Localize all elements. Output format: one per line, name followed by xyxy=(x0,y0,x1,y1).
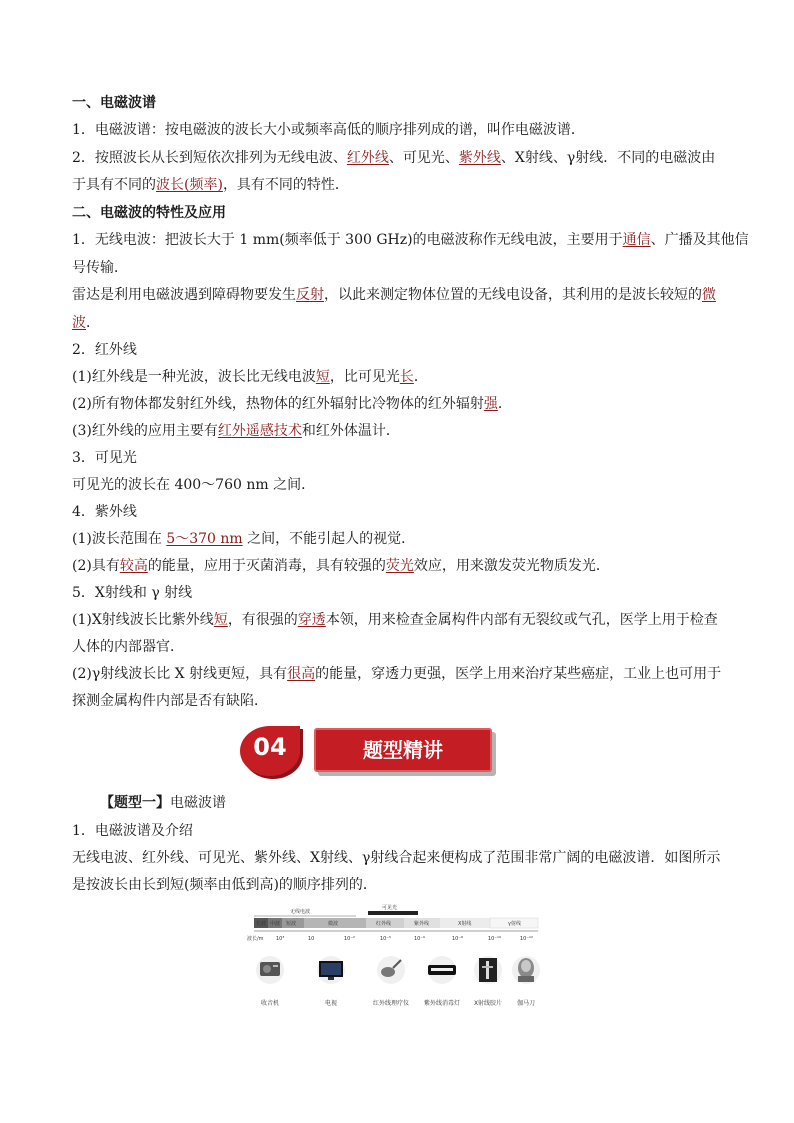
answer-blank: 短 xyxy=(213,612,228,628)
banner-number: 04 xyxy=(253,733,287,761)
text: (1)红外线是一种光波，波长比无线电波 xyxy=(72,369,316,385)
paragraph: 人体的内部器官． xyxy=(72,639,184,655)
caption-xray: X射线胶片 xyxy=(473,1000,503,1007)
text: (1)波长范围在 xyxy=(72,531,167,547)
text: (2)所有物体都发射红外线，热物体的红外辐射比冷物体的红外辐射 xyxy=(72,396,484,412)
text: 之间，不能引起人的视觉． xyxy=(242,531,416,547)
subheading-xray-gamma: 5．X射线和 γ 射线 xyxy=(72,585,193,601)
tick-label: 10⁻² xyxy=(344,936,356,942)
text: (1)X射线波长比紫外线 xyxy=(72,612,214,628)
text: 、可见光、 xyxy=(388,150,459,166)
banner-title: 题型精讲 xyxy=(314,728,492,772)
text: ． xyxy=(86,315,100,331)
text: ，比可见光 xyxy=(329,369,400,385)
paragraph xyxy=(72,391,724,417)
answer-blank: 荧光 xyxy=(385,558,414,574)
text: 、X射线、γ射线．不同的电磁波由 xyxy=(500,150,716,166)
paragraph: 号传输． xyxy=(72,260,128,276)
text: (3)红外线的应用主要有 xyxy=(72,423,218,439)
paragraph: 可见光的波长在 400～760 nm 之间． xyxy=(72,477,316,493)
xray-film-icon xyxy=(474,956,502,984)
label-visible: 可见光 xyxy=(382,905,398,911)
tick-label: 10⁻⁶ xyxy=(414,936,426,942)
paragraph: 是按波长由长到短(频率由低到高)的顺序排列的． xyxy=(72,877,377,893)
band-label: 中波 xyxy=(270,921,281,927)
paragraph: 探测金属构件内部是否有缺陷． xyxy=(72,693,268,709)
visible-marker xyxy=(368,911,418,915)
label-radio: 无线电波 xyxy=(290,909,311,915)
paragraph xyxy=(72,526,724,552)
answer-blank: 红外线 xyxy=(346,150,389,166)
subheading-spectrum-intro: 1．电磁波谱及介绍 xyxy=(72,823,193,839)
section-heading-spectrum: 一、电磁波谱 xyxy=(72,95,156,111)
answer-blank: 通信 xyxy=(622,232,651,248)
subheading-ultraviolet: 4．紫外线 xyxy=(72,504,137,520)
paragraph xyxy=(72,145,724,171)
band-label: X射线 xyxy=(458,921,472,927)
text: 于具有不同的 xyxy=(72,177,156,193)
answer-blank: 微 xyxy=(702,287,716,303)
paragraph xyxy=(72,553,724,579)
topic-title: 电磁波谱 xyxy=(170,795,226,811)
text: 和红外体温计． xyxy=(301,423,400,439)
axis-label: 波长/m xyxy=(247,936,264,942)
tick-label: 10⁻⁸ xyxy=(452,936,464,942)
text: ，以此来测定物体位置的无线电设备，其利用的是波长较短的 xyxy=(324,287,702,303)
band-label: 微波 xyxy=(328,921,339,927)
text: ，有很强的 xyxy=(227,612,298,628)
tick-label: 10⁻⁵ xyxy=(380,936,392,942)
caption-tv: 电视 xyxy=(324,1000,337,1007)
answer-blank: 反射 xyxy=(296,287,324,303)
paragraph: 1．电磁波谱：按电磁波的波长大小或频率高低的顺序排列成的谱，叫作电磁波谱． xyxy=(72,122,585,138)
subheading-infrared: 2．红外线 xyxy=(72,342,137,358)
caption-uv: 紫外线消毒灯 xyxy=(423,1000,460,1007)
text: (2)具有 xyxy=(72,558,120,574)
answer-blank: 波长(频率) xyxy=(156,177,223,193)
tick-label: 10⁻¹⁰ xyxy=(488,936,502,942)
answer-blank: 紫外线 xyxy=(458,150,501,166)
answer-blank: 较高 xyxy=(119,558,148,574)
answer-blank: 穿透 xyxy=(297,612,326,628)
band-label: γ射线 xyxy=(508,921,521,927)
text: 2．按照波长从长到短依次排列为无线电波、 xyxy=(72,150,347,166)
paragraph xyxy=(72,310,724,336)
spectrum-figure xyxy=(246,902,546,1012)
text: ，具有不同的特性． xyxy=(222,177,349,193)
paragraph xyxy=(72,661,724,687)
band-label: 红外线 xyxy=(376,921,392,927)
band-label: 短波 xyxy=(286,921,297,927)
section-heading-properties: 二、电磁波的特性及应用 xyxy=(72,205,226,221)
band-label: 长波 xyxy=(256,921,267,927)
text: 的能量，穿透力更强，医学上用来治疗某些癌症，工业上也可用于 xyxy=(315,666,722,682)
answer-blank: 短 xyxy=(315,369,330,385)
caption-infrared: 红外线理疗仪 xyxy=(372,1000,409,1007)
answer-blank: 红外遥感技术 xyxy=(217,423,302,439)
text: 本领，用来检查金属构件内部有无裂纹或气孔，医学上用于检查 xyxy=(325,612,718,628)
topic-bracket: 【题型一】 xyxy=(100,795,170,811)
tick-label: 10³ xyxy=(276,936,285,942)
tick-label: 10⁻¹² xyxy=(520,936,534,942)
answer-blank: 很高 xyxy=(287,666,316,682)
paragraph xyxy=(72,282,724,308)
text: 效应，用来激发荧光物质发光． xyxy=(413,558,610,574)
tick-label: 10 xyxy=(308,936,315,942)
paragraph xyxy=(72,172,724,198)
text: 1．无线电波：把波长大于 1 mm(频率低于 300 GHz)的电磁波称作无线电波，主要用于 xyxy=(72,232,623,248)
tv-icon xyxy=(317,956,345,984)
text: 雷达是利用电磁波遇到障碍物要发生 xyxy=(72,287,296,303)
text: 、广播及其他信 xyxy=(650,232,749,248)
gamma-knife-icon xyxy=(512,956,540,984)
answer-blank: 波 xyxy=(72,315,86,331)
subheading-visible-light: 3．可见光 xyxy=(72,450,137,466)
paragraph xyxy=(72,227,749,253)
answer-blank: 5～370 nm xyxy=(166,531,243,547)
caption-radio: 收音机 xyxy=(260,1000,279,1007)
radio-icon xyxy=(256,956,284,984)
infrared-therapy-icon xyxy=(377,956,405,984)
section-banner xyxy=(240,722,500,778)
uv-lamp-icon xyxy=(428,956,456,984)
text: ． xyxy=(413,369,428,385)
caption-gamma: 伽马刀 xyxy=(516,1000,535,1007)
text: (2)γ射线波长比 X 射线更短，具有 xyxy=(72,666,288,682)
paragraph xyxy=(72,607,724,633)
text: ． xyxy=(497,396,512,412)
answer-blank: 长 xyxy=(399,369,414,385)
topic-heading xyxy=(100,790,752,816)
spectrum-diagram xyxy=(246,902,546,1012)
band-label: 紫外线 xyxy=(414,921,430,927)
paragraph xyxy=(72,418,724,444)
paragraph xyxy=(72,364,724,390)
answer-blank: 强 xyxy=(483,396,498,412)
paragraph: 无线电波、红外线、可见光、紫外线、X射线、γ射线合起来便构成了范围非常广阔的电磁波谱．如图所示 xyxy=(72,850,721,866)
text: 的能量，应用于灭菌消毒，具有较强的 xyxy=(147,558,386,574)
